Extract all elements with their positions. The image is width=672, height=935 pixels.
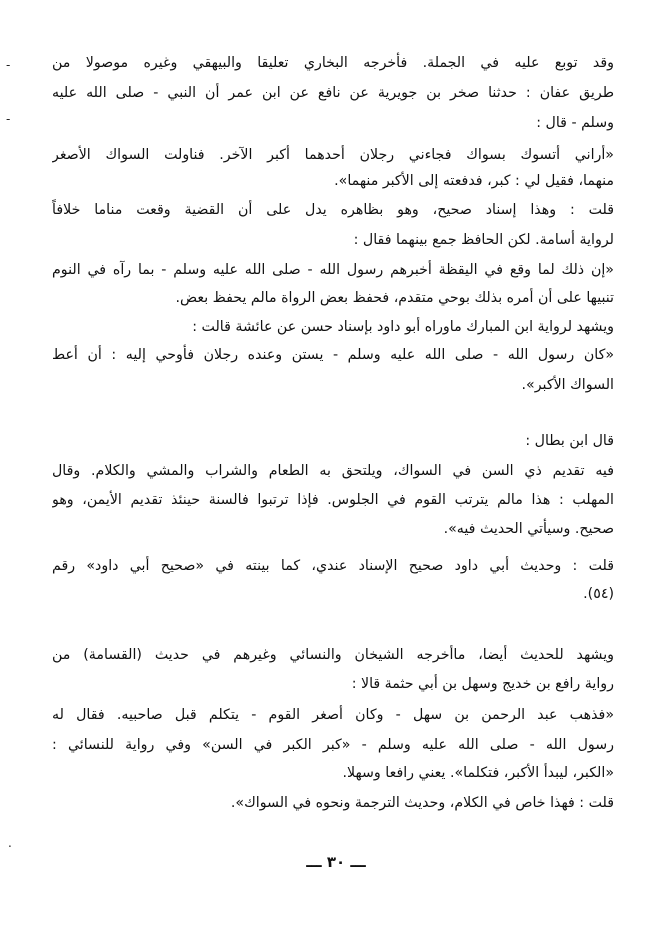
text-line: فيه تقديم ذي السن في السواك، ويلتحق به الطعام والشراب والمشي والكلام. وقال [52,463,614,479]
text-line: ويشهد لرواية ابن المبارك ماوراه أبو داود بإسناد حسن عن عائشة قالت : [192,319,614,335]
hadith-quote-line: «فذهب عبد الرحمن بن سهل - وكان أصغر القوم - يتكلم قبل صاحبيه. فقال له [52,707,614,723]
hadith-quote-line: «أراني أتسوك بسواك فجاءني رجلان أحدهما أكبر الآخر. فناولت السواك الأصغر [52,147,614,163]
text-line: قلت : وهذا إسناد صحيح، وهو بظاهره يدل على أن القضية وقعت مناما خلافاً [52,202,614,218]
text-line: ويشهد للحديث أيضا، ماأخرجه الشيخان والنسائي وغيرهم في حديث (القسامة) من [52,647,614,663]
text-line: طريق عفان : حدثنا صخر بن جويرية عن نافع عن ابن عمر أن النبي - صلى الله عليه [52,85,614,101]
text-line: رواية رافع بن خديج وسهل بن أبي حثمة قالا : [351,676,614,692]
text-line: لرواية أسامة. لكن الحافظ جمع بينهما فقال : [353,232,614,248]
margin-mark: . [8,836,12,850]
quote-line: تنبيها على أن أمره بذلك بوحي متقدم، فحفظ بعض الرواة مالم يحفظ بعض. [175,290,614,306]
text-line: المهلب : هذا مالم يترتب القوم في الجلوس. فإذا ترتبوا فالسنة حينئذ تقديم الأيمن، وهو [52,492,614,508]
text-line: (٥٤). [583,586,614,602]
margin-mark: - [6,112,11,126]
hadith-quote-line: «الكبر، ليبدأ الأكبر، فتكلما». يعني رافعا وسهلا. [342,765,614,781]
hadith-quote-line: منهما، فقيل لي : كبر، فدفعته إلى الأكبر منهما». [334,173,614,189]
page-number: ـــ ٣٠ ـــ [306,853,366,871]
text-line: وقد توبع عليه في الجملة. فأخرجه البخاري تعليقا والبيهقي وغيره موصولا من [52,55,614,71]
text-line: وسلم - قال : [536,115,614,131]
text-line: قلت : وحديث أبي داود صحيح الإسناد عندي، كما بينته في «صحيح أبي داود» رقم [52,558,614,574]
text-line: صحيح. وسيأتي الحديث فيه». [443,521,614,537]
hadith-quote-line: رسول الله - صلى الله عليه وسلم - «كبر الكبر في السن» وفي رواية للنسائي : [52,737,614,753]
hadith-quote-line: السواك الأكبر». [521,377,614,393]
hadith-quote-line: «كان رسول الله - صلى الله عليه وسلم - يستن وعنده رجلان فأوحي إليه : أن أعط [52,347,614,363]
margin-mark: - [6,58,11,72]
quote-line: «إن ذلك لما وقع في اليقظة أخبرهم رسول الله - صلى الله عليه وسلم - بما رآه في النوم [52,262,614,278]
text-line: قلت : فهذا خاص في الكلام، وحديث الترجمة ونحوه في السواك». [230,795,614,811]
section-heading: قال ابن بطال : [525,433,614,449]
